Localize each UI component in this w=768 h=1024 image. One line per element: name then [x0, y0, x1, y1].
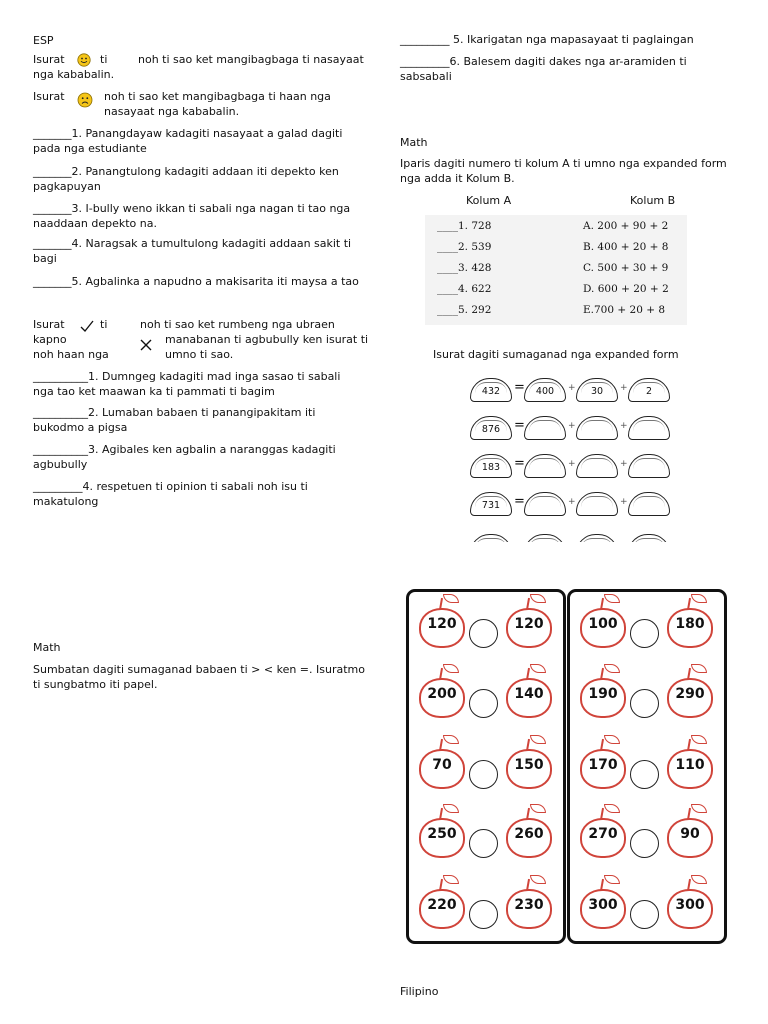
answer-circle[interactable]	[630, 760, 659, 789]
kolum-row: ____4. 622 D. 600 + 20 + 2	[437, 283, 669, 295]
sad-face-icon	[77, 92, 93, 111]
esp-item-1: _______1. Panangdayaw kadagiti nasayaat a galad dagiti pada nga estudiante	[33, 127, 343, 155]
esp-item-5: _______5. Agbalinka a napudno a makisarita iti maysa a tao	[33, 275, 359, 288]
apple-number: 220	[419, 881, 463, 921]
esp-instruction-bully: Isurat ti noh ti sao ket rumbeng nga ubraen kapno noh haan nga manabanan ti agbubully ken isurat ti umno ti sao.	[33, 318, 369, 361]
apple-number: 200	[419, 670, 463, 710]
col-b-header: Kolum B	[630, 194, 676, 207]
expanded-row: 183 = + +	[466, 448, 678, 484]
apple-panel-right	[567, 589, 727, 944]
answer-circle[interactable]	[469, 829, 498, 858]
apple-number: 90	[667, 810, 711, 850]
apple-number: 140	[506, 670, 550, 710]
math1-instruction: Iparis dagiti numero ti kolum A ti umno nga expanded form nga adda it Kolum B.	[400, 157, 727, 185]
esp-item-4: _______4. Naragsak a tumultulong kadagiti addaan sakit ti bagi	[33, 237, 352, 265]
esp-instruction-happy: Isurat ti noh ti sao ket mangibagbaga ti nasayaat nga kababalin.	[33, 53, 364, 81]
apple-number: 190	[580, 670, 624, 710]
apple-number: 180	[667, 600, 711, 640]
answer-circle[interactable]	[630, 689, 659, 718]
expanded-row: 731 = + +	[466, 486, 678, 522]
answer-circle[interactable]	[469, 900, 498, 929]
cross-mark-icon	[139, 338, 153, 355]
answer-circle[interactable]	[469, 760, 498, 789]
apple-number: 100	[580, 600, 624, 640]
kolum-table	[425, 215, 687, 325]
answer-circle[interactable]	[630, 900, 659, 929]
apple-number: 120	[419, 600, 463, 640]
apple-number: 120	[506, 600, 550, 640]
apple-number: 260	[506, 810, 550, 850]
esp-item-2: _______2. Panangtulong kadagiti addaan iti depekto ken pagkapuyan	[33, 165, 339, 193]
apple-number: 70	[419, 741, 463, 781]
expanded-row-partial	[466, 532, 678, 542]
col-a-header: Kolum A	[466, 194, 512, 207]
esp-item2-3: __________3. Agibales ken agbalin a naranggas kadagiti agbubully	[33, 443, 336, 471]
answer-circle[interactable]	[469, 619, 498, 648]
esp-instruction-sad: Isurat noh ti sao ket mangibagbaga ti haan nga nasayaat nga kababalin.	[33, 90, 331, 118]
expanded-row: 432 = 400 + 30 + 2	[466, 372, 678, 408]
answer-circle[interactable]	[469, 689, 498, 718]
expanded-row: 876 = + +	[466, 410, 678, 446]
apple-number: 110	[667, 741, 711, 781]
filipino-title: Filipino	[400, 985, 439, 998]
apple-number: 300	[580, 881, 624, 921]
check-mark-icon	[79, 319, 95, 336]
esp-item2-5: _________ 5. Ikarigatan nga mapasayaat ti paglaingan	[400, 33, 694, 46]
kolum-row: ____3. 428 C. 500 + 30 + 9	[437, 262, 669, 274]
esp-item2-6: _________6. Balesem dagiti dakes nga ar-aramiden ti sabsabali	[400, 55, 687, 83]
expanded-form-title: Isurat dagiti sumaganad nga expanded form	[433, 348, 679, 361]
esp-item2-2: __________2. Lumaban babaen ti panangipakitam iti bukodmo a pigsa	[33, 406, 316, 434]
apple-number: 250	[419, 810, 463, 850]
math1-title: Math	[400, 136, 428, 149]
apple-number: 230	[506, 881, 550, 921]
answer-circle[interactable]	[630, 829, 659, 858]
kolum-row: ____5. 292 E.700 + 20 + 8	[437, 304, 666, 316]
kolum-row: ____1. 728 A. 200 + 90 + 2	[437, 220, 669, 232]
esp-item2-1: __________1. Dumngeg kadagiti mad inga sasao ti sabali nga tao ket maawan ka ti pammati ti bagim	[33, 370, 341, 398]
apple-number: 170	[580, 741, 624, 781]
apple-number: 290	[667, 670, 711, 710]
apple-panel-left	[406, 589, 566, 944]
esp-item2-4: _________4. respetuen ti opinion ti sabali noh isu ti makatulong	[33, 480, 308, 508]
apple-number: 270	[580, 810, 624, 850]
math2-instruction: Sumbatan dagiti sumaganad babaen ti > < ken =. Isuratmo ti sungbatmo iti papel.	[33, 663, 365, 691]
math2-title: Math	[33, 641, 61, 654]
esp-item-3: _______3. I-bully weno ikkan ti sabali nga nagan ti tao nga naaddaan depekto na.	[33, 202, 351, 230]
answer-circle[interactable]	[630, 619, 659, 648]
esp-title: ESP	[33, 34, 54, 47]
apple-number: 300	[667, 881, 711, 921]
apple-number: 150	[506, 741, 550, 781]
kolum-row: ____2. 539 B. 400 + 20 + 8	[437, 241, 669, 253]
